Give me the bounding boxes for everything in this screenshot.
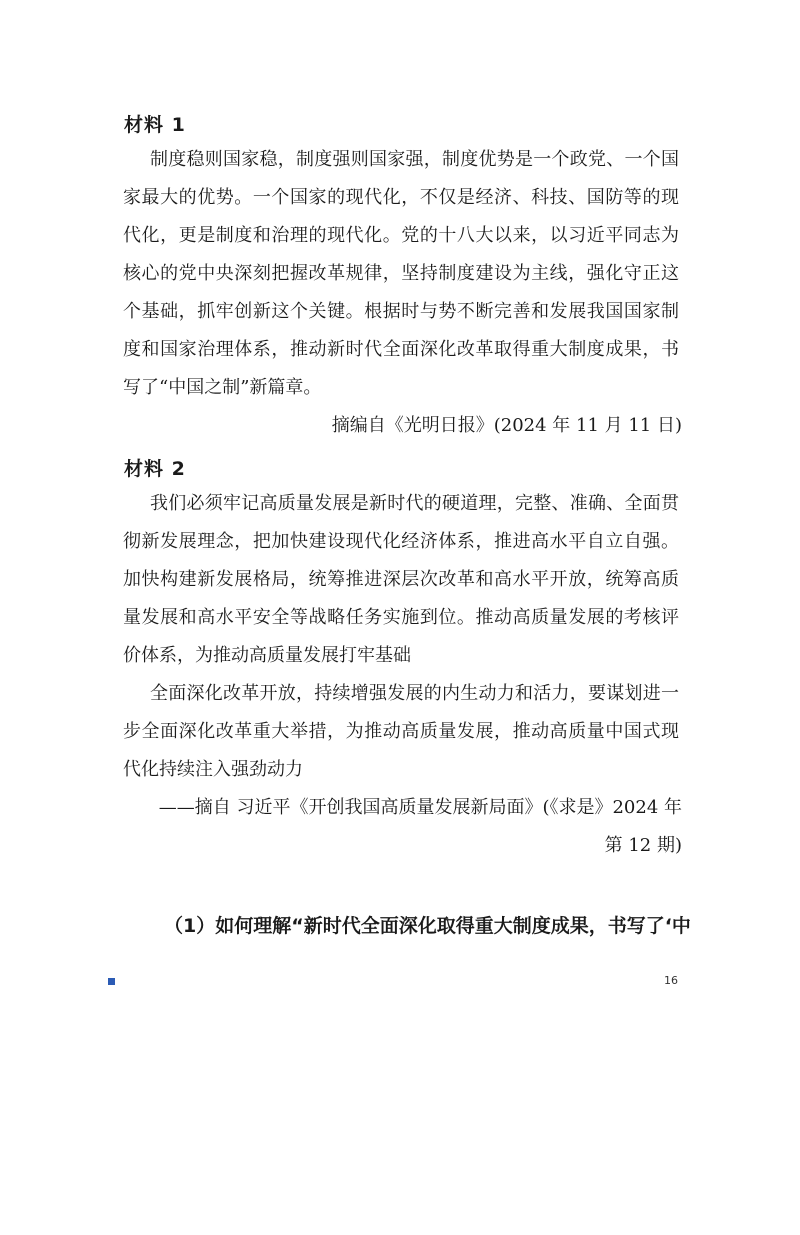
material-1-line: 核心的党中央深刻把握改革规律，坚持制度建设为主线，强化守正这 — [123, 263, 679, 284]
material-1-line: 个基础，抓牢创新这个关键。根据时与势不断完善和发展我国国家制 — [123, 301, 679, 322]
material-1-line: 代化，更是制度和治理的现代化。党的十八大以来，以习近平同志为 — [123, 225, 679, 246]
material-2-paragraph-1-line: 量发展和高水平安全等战略任务实施到位。推动高质量发展的考核评 — [123, 607, 679, 628]
material-2-paragraph-1-line: 我们必须牢记高质量发展是新时代的硬道理，完整、准确、全面贯 — [150, 493, 679, 514]
material-2-paragraph-2-line: 步全面深化改革重大举措，为推动高质量发展，推动高质量中国式现 — [123, 721, 679, 742]
material-2-paragraph-2-line: 全面深化改革开放，持续增强发展的内生动力和活力，要谋划进一 — [150, 683, 679, 704]
material-2-paragraph-2-line: 代化持续注入强劲动力 — [123, 759, 303, 780]
page-number: 16 — [664, 974, 678, 987]
material-1-line: 制度稳则国家稳，制度强则国家强，制度优势是一个政党、一个国 — [150, 149, 679, 170]
material-2-source-continued: 第 12 期) — [604, 835, 682, 856]
material-1-line: 家最大的优势。一个国家的现代化，不仅是经济、科技、国防等的现 — [123, 187, 679, 208]
material-2-heading: 材料 2 — [124, 458, 186, 480]
material-1-source: 摘编自《光明日报》(2024 年 11 月 11 日) — [331, 415, 682, 436]
material-1-line: 度和国家治理体系，推动新时代全面深化改革取得重大制度成果，书 — [123, 339, 679, 360]
material-2-paragraph-1-line: 彻新发展理念，把加快建设现代化经济体系，推进高水平自立自强。 — [123, 531, 679, 552]
material-1-heading: 材料 1 — [124, 114, 186, 136]
material-2-source: ——摘自 习近平《开创我国高质量发展新局面》(《求是》2024 年 — [158, 797, 682, 818]
question-1: （1）如何理解“新时代全面深化取得重大制度成果，书写了‘中 — [164, 915, 691, 937]
material-2-paragraph-1-line: 加快构建新发展格局，统筹推进深层次改革和高水平开放，统筹高质 — [123, 569, 679, 590]
blue-square-marker-icon — [108, 978, 115, 985]
material-1-line: 写了“中国之制”新篇章。 — [123, 377, 322, 398]
material-2-paragraph-1-line: 价体系，为推动高质量发展打牢基础 — [123, 645, 411, 666]
